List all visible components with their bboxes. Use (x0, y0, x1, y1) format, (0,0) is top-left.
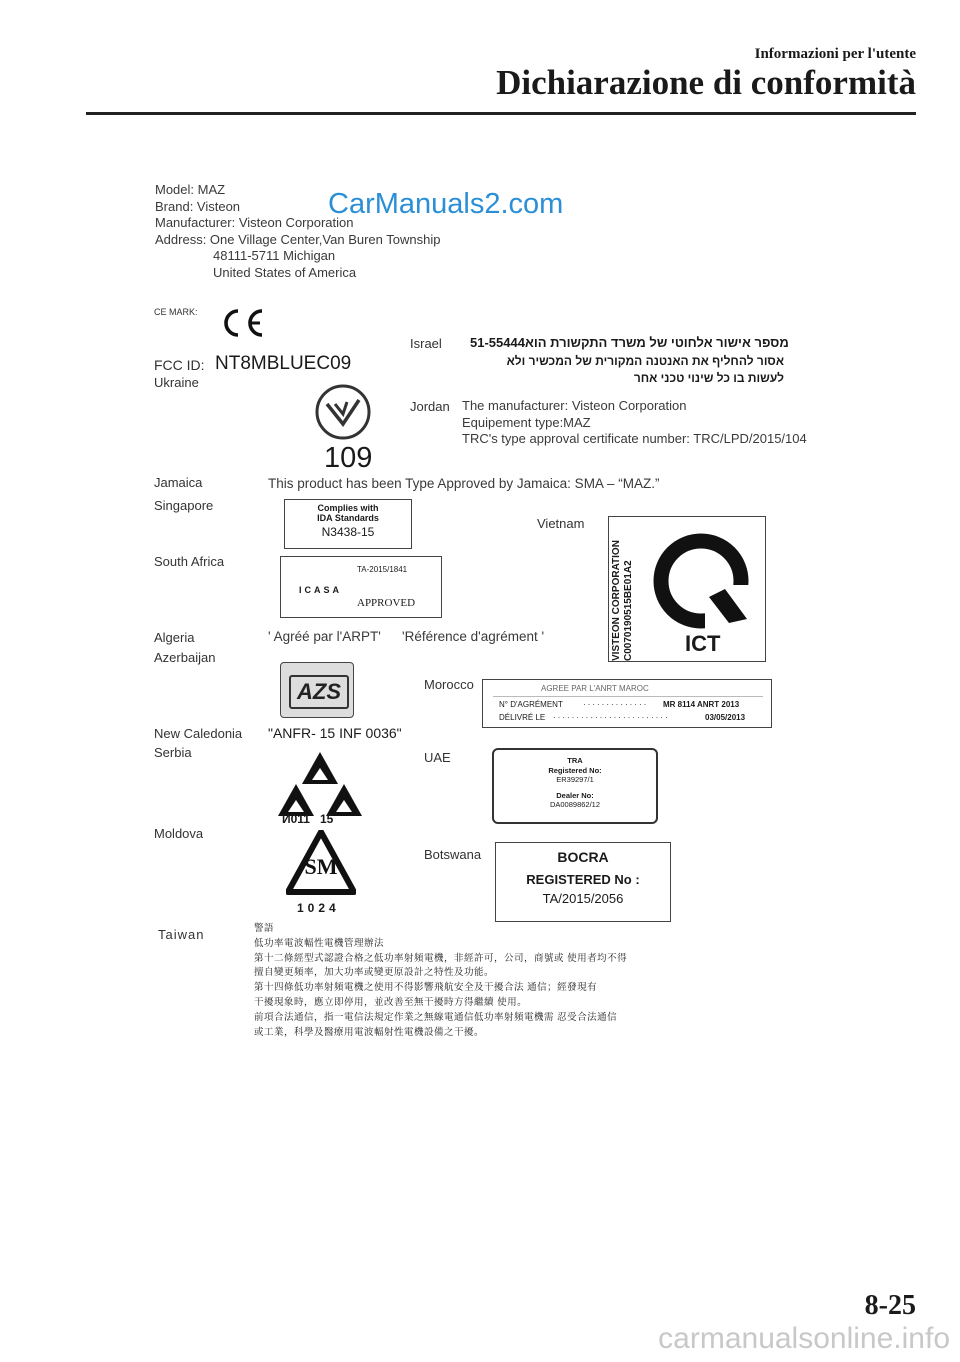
israel-line-3: לעשות בו כל שינוי טכני אחר (633, 371, 784, 385)
icasa-brand: ICASA (299, 585, 343, 595)
morocco-d-dots: ························· (553, 713, 670, 722)
serbia-label: Serbia (154, 745, 192, 760)
jordan-label: Jordan (410, 399, 450, 414)
uae-line-5: DA0089862/12 (549, 800, 601, 809)
ukraine-label: Ukraine (154, 375, 199, 390)
address-line-3: United States of America (213, 264, 357, 280)
page-title: Dichiarazione di conformità (496, 63, 916, 102)
jordan-line-2: Equipement type:MAZ (462, 414, 591, 430)
ukraine-number: 109 (324, 442, 373, 474)
morocco-n-label: N° D'AGRÉMENT (499, 700, 563, 709)
uae-line-4: Dealer No: (556, 790, 594, 800)
taiwan-line-1: 低功率電波輻性電機管理辦法 (254, 937, 385, 949)
vietnam-side-text (611, 521, 635, 661)
botswana-label: Botswana (424, 847, 482, 862)
new-caledonia-label: New Caledonia (154, 726, 243, 741)
taiwan-line-0: 警語 (254, 923, 275, 934)
manufacturer-line: Manufacturer: Visteon Corporation (155, 215, 354, 230)
south-africa-label: South Africa (154, 554, 225, 569)
singapore-line-2: IDA Standards (317, 513, 379, 523)
israel-label: Israel (410, 336, 442, 351)
moldova-sm-icon (286, 830, 356, 902)
taiwan-warning-text (254, 922, 694, 1040)
morocco-rule (493, 696, 763, 697)
azerbaijan-azs-logo (280, 662, 354, 718)
uae-line-2: Registered No: (548, 765, 602, 775)
taiwan-line-2: 第十二條經型式認證合格之低功率射頻電機，非經許可，公司，商號或 使用者均不得 (254, 952, 628, 964)
uae-line-3: ER39297/1 (556, 775, 594, 784)
taiwan-line-4: 第十四條低功率射頻電機之使用不得影響飛航安全及干擾合法 通信；經發現有 (254, 982, 598, 994)
algeria-text-1: ' Agréé par l'ARPT' (268, 629, 381, 644)
algeria-label: Algeria (154, 630, 195, 645)
taiwan-line-3: 擅自變更頻率，加大功率或變更原設計之特性及功能。 (254, 967, 495, 979)
botswana-line-2: REGISTERED No : (526, 872, 640, 887)
morocco-label: Morocco (424, 677, 474, 692)
morocco-d-value: 03/05/2013 (705, 713, 746, 722)
azs-text: AZS (289, 675, 349, 709)
icasa-ta-number: TA-2015/1841 (357, 565, 408, 574)
moldova-label: Moldova (154, 826, 204, 841)
new-caledonia-text: "ANFR- 15 INF 0036" (268, 725, 402, 741)
ict-logo-icon (647, 531, 755, 629)
taiwan-line-5: 干擾現象時，應立即停用，並改善至無干擾時方得繼續 使用。 (254, 996, 528, 1008)
jordan-line-3: TRC's type approval certificate number: TRC/LPD/2015/104 (462, 431, 807, 446)
brand-line: Brand: Visteon (155, 198, 241, 214)
jordan-line-1: The manufacturer: Visteon Corporation (462, 398, 687, 413)
header-rule (86, 112, 916, 115)
singapore-line-1: Complies with (317, 503, 379, 513)
south-africa-icasa-label (280, 556, 442, 618)
watermark-top: CarManuals2.com (328, 188, 564, 220)
icasa-status: APPROVED (357, 597, 416, 609)
vietnam-ict-label (608, 516, 766, 662)
israel-number: 51-55444 (470, 335, 525, 350)
ict-text: ICT (685, 631, 721, 656)
jamaica-label: Jamaica (154, 475, 203, 490)
ce-mark-icon (218, 304, 268, 342)
watermark-bottom: carmanualsonline.info (658, 1322, 950, 1355)
jordan-info (462, 398, 807, 448)
israel-text-1: מספר אישור אלחוטי של משרד התקשורת הוא (524, 335, 789, 350)
model-line: Model: MAZ (155, 182, 226, 197)
morocco-n-dots: ·············· (583, 700, 649, 709)
address-line-2: 48111-5711 Michigan (213, 248, 336, 263)
ukraine-conformity-icon (313, 382, 373, 442)
morocco-anrt-label (482, 679, 772, 728)
botswana-line-1: BOCRA (557, 849, 609, 865)
morocco-d-label: DÉLIVRÉ LE (499, 713, 546, 722)
botswana-line-3: TA/2015/2056 (542, 891, 624, 906)
serbia-mark-icon (278, 750, 362, 818)
fcc-label: FCC ID: (154, 357, 205, 373)
taiwan-label: Taiwan (158, 927, 205, 942)
israel-line-1 (470, 335, 789, 350)
morocco-title: AGREE PAR L'ANRT MAROC (541, 684, 649, 693)
uae-tra-label (492, 748, 658, 824)
singapore-ida-label (284, 499, 412, 549)
page-number: 8-25 (864, 1290, 916, 1321)
israel-line-2: אסור להחליף את האנטנה המקורית של המכשיר ולא (506, 354, 784, 368)
morocco-n-value: MR 8114 ANRT 2013 (663, 700, 740, 709)
botswana-bocra-label (495, 842, 671, 922)
serbia-code: И011 15 (282, 812, 334, 826)
algeria-text-2: 'Référence d'agrément ' (402, 629, 545, 644)
moldova-code: 1024 (297, 901, 340, 915)
singapore-label: Singapore (154, 498, 214, 513)
uae-line-1: TRA (567, 756, 583, 765)
ce-mark-label: CE MARK: (154, 307, 198, 317)
azerbaijan-label: Azerbaijan (154, 650, 216, 665)
taiwan-line-6: 前項合法通信，指一電信法規定作業之無線電通信低功率射頻電機需 忍受合法通信 (254, 1011, 618, 1023)
taiwan-line-7: 或工業，科學及醫療用電波輻射性電機設備之干擾。 (254, 1026, 485, 1038)
header-section: Informazioni per l'utente (754, 46, 916, 62)
singapore-code: N3438-15 (321, 525, 375, 539)
vietnam-side-2: C0070190515BE01A2 (623, 560, 634, 661)
jamaica-text: This product has been Type Approved by Jamaica: SMA – “MAZ.” (268, 476, 660, 491)
vietnam-label: Vietnam (537, 516, 585, 531)
svg-text:SM: SM (304, 854, 338, 879)
address-line-1: Address: One Village Center,Van Buren Township (155, 231, 441, 247)
uae-label: UAE (424, 750, 451, 765)
fcc-id: NT8MBLUEC09 (215, 353, 352, 374)
vietnam-side-1: VISTEON CORPORATION (611, 540, 622, 661)
